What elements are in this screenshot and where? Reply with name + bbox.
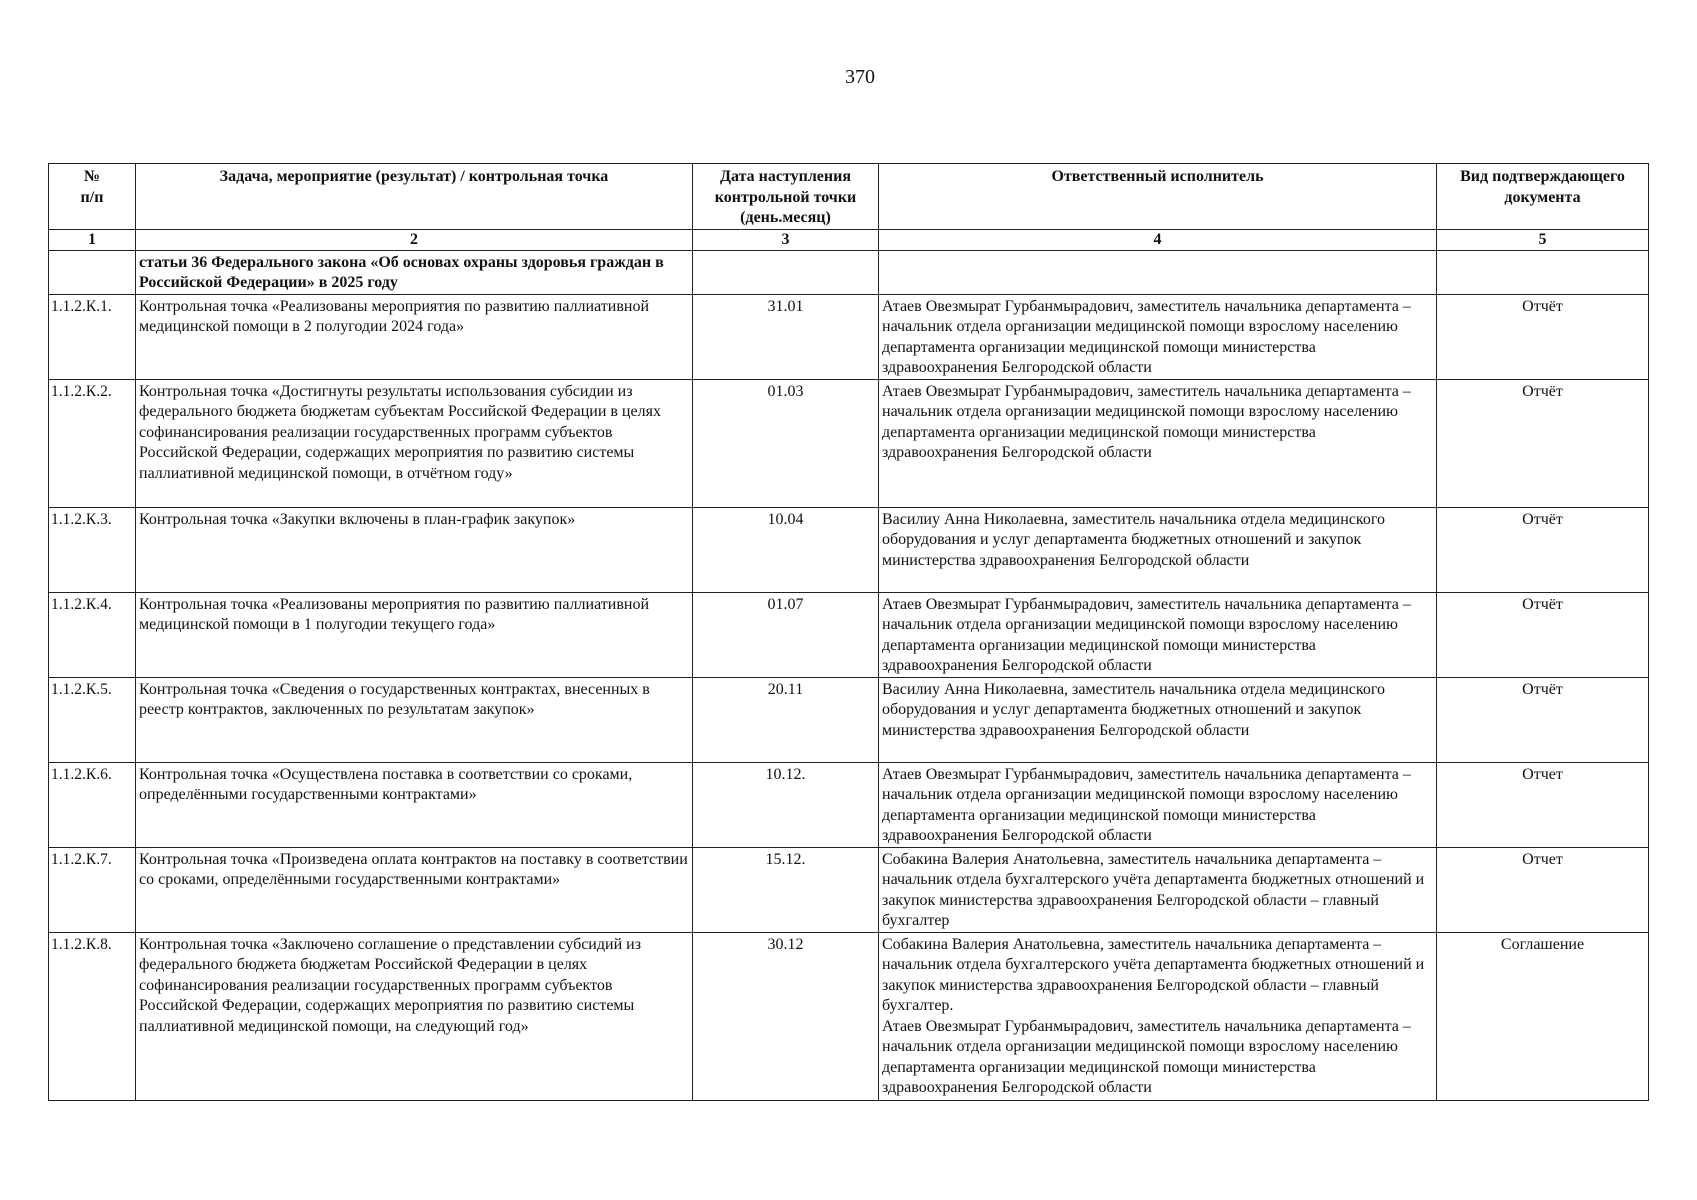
row-date: 01.07 — [693, 592, 879, 677]
row-document: Отчёт — [1437, 507, 1649, 592]
row-date: 01.03 — [693, 379, 879, 507]
row-executor — [879, 592, 1437, 677]
table-row — [49, 677, 1649, 762]
row-executor — [879, 932, 1437, 1100]
table-row — [49, 762, 1649, 847]
executor-text: Атаев Овезмырат Гурбанмырадович, заместитель начальника департамента – начальник отдела организации медицинской помощи взрослому населению департамента организации медицинской помощи министерства здравоохранения Белгородской области — [882, 382, 1411, 461]
executor-text: Собакина Валерия Анатольевна, заместитель начальника департамента – начальник отдела бухгалтерского учёта департамента бюджетных отношений и закупок министерства здравоохранения Белгородской области – главный бухгалтер. — [882, 935, 1425, 1014]
row-date: 30.12 — [693, 932, 879, 1100]
row-executor — [879, 507, 1437, 592]
executor-text: Василиу Анна Николаевна, заместитель начальника отдела медицинского оборудования и услуг департамента бюджетных отношений и закупок министерства здравоохранения Белгородской области — [882, 680, 1385, 739]
row-executor — [879, 294, 1437, 379]
header-date: Дата наступления контрольной точки (день.месяц) — [693, 164, 879, 230]
row-task: Контрольная точка «Реализованы мероприятия по развитию паллиативной медицинской помощи в 2 полугодии 2024 года» — [136, 294, 693, 379]
row-executor — [879, 677, 1437, 762]
executor-text: Василиу Анна Николаевна, заместитель начальника отдела медицинского оборудования и услуг департамента бюджетных отношений и закупок министерства здравоохранения Белгородской области — [882, 510, 1385, 569]
header-document: Вид подтверждающего документа — [1437, 164, 1649, 230]
continuation-text: статьи 36 Федерального закона «Об основах охраны здоровья граждан в Российской Федерации» в 2025 году — [136, 250, 693, 294]
row-date: 20.11 — [693, 677, 879, 762]
row-task: Контрольная точка «Осуществлена поставка в соответствии со сроками, определёнными государственными контрактами» — [136, 762, 693, 847]
row-document: Соглашение — [1437, 932, 1649, 1100]
row-date: 31.01 — [693, 294, 879, 379]
control-points-table — [48, 163, 1649, 1101]
row-number: 1.1.2.К.7. — [49, 847, 136, 932]
row-document: Отчёт — [1437, 294, 1649, 379]
header-executor: Ответственный исполнитель — [879, 164, 1437, 230]
row-document: Отчет — [1437, 847, 1649, 932]
row-date: 10.04 — [693, 507, 879, 592]
table-row — [49, 379, 1649, 507]
page-number: 370 — [845, 66, 875, 88]
column-number: 2 — [136, 229, 693, 250]
row-number: 1.1.2.К.2. — [49, 379, 136, 507]
row-document: Отчёт — [1437, 592, 1649, 677]
row-number: 1.1.2.К.3. — [49, 507, 136, 592]
table-row — [49, 932, 1649, 1100]
executor-text: Атаев Овезмырат Гурбанмырадович, заместитель начальника департамента – начальник отдела организации медицинской помощи взрослому населению департамента организации медицинской помощи министерства здравоохранения Белгородской области — [882, 297, 1411, 376]
row-date: 10.12. — [693, 762, 879, 847]
column-number: 5 — [1437, 229, 1649, 250]
row-number: 1.1.2.К.6. — [49, 762, 136, 847]
table-row — [49, 294, 1649, 379]
executor-text: Собакина Валерия Анатольевна, заместитель начальника департамента – начальник отдела бухгалтерского учёта департамента бюджетных отношений и закупок министерства здравоохранения Белгородской области – главный бухгалтер — [882, 850, 1425, 929]
header-task: Задача, мероприятие (результат) / контрольная точка — [136, 164, 693, 230]
table-header — [49, 164, 1649, 251]
header-number: № п/п — [49, 164, 136, 230]
row-task: Контрольная точка «Заключено соглашение о представлении субсидий из федерального бюджета бюджетам Российской Федерации в целях софинансирования реализации государственных программ субъектов Российской Федерации, содержащих мероприятия по развитию системы паллиативной медицинской помощи, на следующий год» — [136, 932, 693, 1100]
row-task: Контрольная точка «Сведения о государственных контрактах, внесенных в реестр контрактов, заключенных по результатам закупок» — [136, 677, 693, 762]
row-number: 1.1.2.К.5. — [49, 677, 136, 762]
row-task: Контрольная точка «Закупки включены в план-график закупок» — [136, 507, 693, 592]
row-executor — [879, 847, 1437, 932]
row-document: Отчёт — [1437, 379, 1649, 507]
row-task: Контрольная точка «Произведена оплата контрактов на поставку в соответствии со сроками, определёнными государственными контрактами» — [136, 847, 693, 932]
table-row — [49, 847, 1649, 932]
row-number: 1.1.2.К.1. — [49, 294, 136, 379]
table-row — [49, 592, 1649, 677]
table-row — [49, 507, 1649, 592]
row-number: 1.1.2.К.8. — [49, 932, 136, 1100]
continuation-row — [49, 250, 1649, 294]
row-date: 15.12. — [693, 847, 879, 932]
row-task: Контрольная точка «Реализованы мероприятия по развитию паллиативной медицинской помощи в 1 полугодии текущего года» — [136, 592, 693, 677]
row-task: Контрольная точка «Достигнуты результаты использования субсидии из федерального бюджета бюджетам субъектам Российской Федерации в целях софинансирования реализации государственных программ субъектов Российской Федерации, содержащих мероприятия по развитию системы паллиативной медицинской помощи, в отчётном году» — [136, 379, 693, 507]
row-document: Отчёт — [1437, 677, 1649, 762]
row-executor — [879, 379, 1437, 507]
row-document: Отчет — [1437, 762, 1649, 847]
executor-text: Атаев Овезмырат Гурбанмырадович, заместитель начальника департамента – начальник отдела организации медицинской помощи взрослому населению департамента организации медицинской помощи министерства здравоохранения Белгородской области — [882, 765, 1411, 844]
column-number: 3 — [693, 229, 879, 250]
executor-text: Атаев Овезмырат Гурбанмырадович, заместитель начальника департамента – начальник отдела организации медицинской помощи взрослому населению департамента организации медицинской помощи министерства здравоохранения Белгородской области — [882, 595, 1411, 674]
column-number: 1 — [49, 229, 136, 250]
column-numbers-row — [49, 229, 1649, 250]
column-number: 4 — [879, 229, 1437, 250]
executor-text: Атаев Овезмырат Гурбанмырадович, заместитель начальника департамента – начальник отдела организации медицинской помощи взрослому населению департамента организации медицинской помощи министерства здравоохранения Белгородской области — [882, 1017, 1411, 1096]
row-executor — [879, 762, 1437, 847]
row-number: 1.1.2.К.4. — [49, 592, 136, 677]
